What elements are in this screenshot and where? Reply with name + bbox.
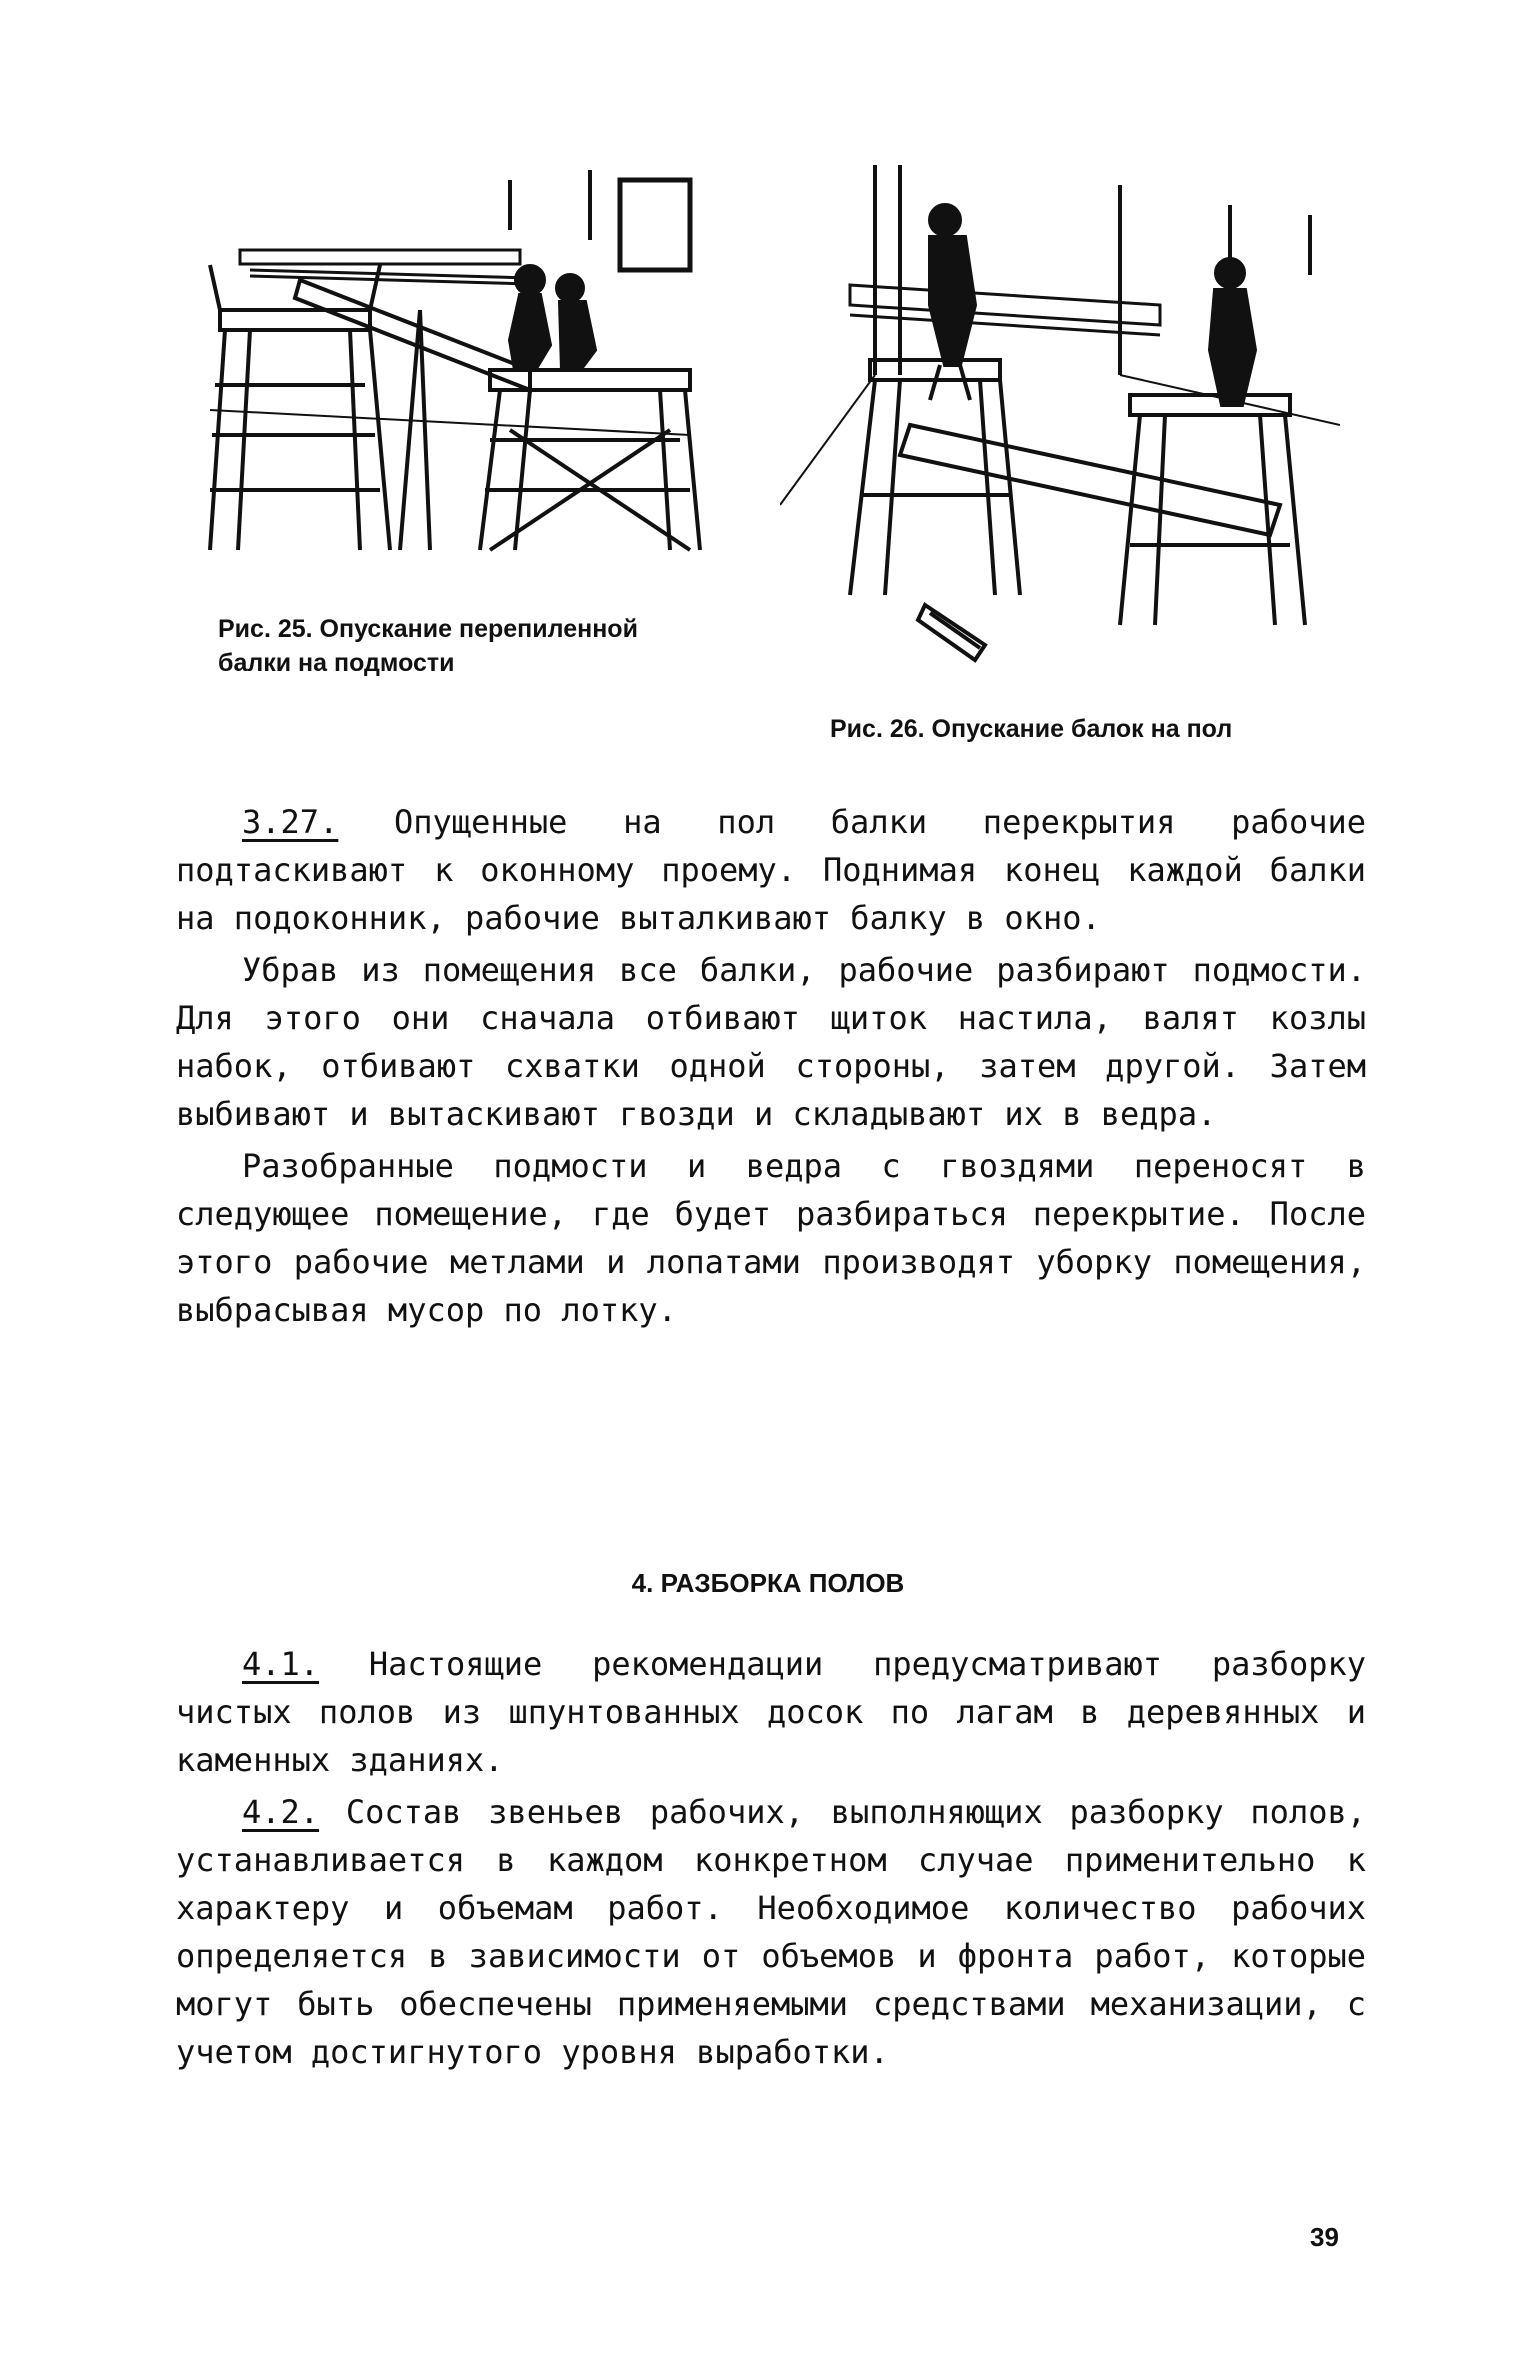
section-4-text	[176, 1640, 1366, 2076]
figure-25-caption-line-1: Рис. 25. Опускание перепиленной	[218, 615, 638, 643]
paragraph-3-27	[176, 798, 1366, 942]
clause-number: 3.27.	[242, 803, 339, 841]
page-number: 39	[1310, 2222, 1339, 2252]
section-3-text	[176, 798, 1366, 1334]
paragraph-4-2	[176, 1788, 1366, 2076]
paragraph-4-1	[176, 1640, 1366, 1784]
paragraph-cleanup	[176, 1142, 1366, 1334]
paragraph-scaffold-removal	[176, 946, 1366, 1138]
paragraph-text: Разобранные подмости и ведра с гвоздями переносят в следующее помещение, где будет разбираться перекрытие. После этого рабочие метлами и лопатами производят уборку помещения, выбрасывая мусор по лотку.	[176, 1147, 1366, 1329]
paragraph-text: Настоящие рекомендации предусматривают разборку чистых полов из шпунтованных досок по лагам в деревянных и каменных зданиях.	[176, 1645, 1366, 1779]
section-4-heading: 4. РАЗБОРКА ПОЛОВ	[631, 1568, 905, 1598]
figure-25-caption-line-2: балки на подмости	[218, 649, 455, 677]
paragraph-text: Опущенные на пол балки перекрытия рабочие подтаскивают к оконному проему. Поднимая конец каждой балки на подоконник, рабочие выталкивают балку в окно.	[176, 803, 1366, 937]
clause-number: 4.1.	[242, 1645, 320, 1683]
clause-number: 4.2.	[242, 1793, 320, 1831]
figure-25-caption	[218, 612, 638, 680]
paragraph-text: Состав звеньев рабочих, выполняющих разборку полов, устанавливается в каждом конкретном случае применительно к характеру и объемам работ. Необходимое количество рабочих определяется в зависимости от объемов и фронта работ, которые могут быть обеспечены применяемыми средствами механизации, с учетом достигнутого уровня выработки.	[176, 1793, 1366, 2071]
figure-25-illustration	[190, 170, 710, 590]
figure-26-illustration	[780, 165, 1340, 685]
figure-26-caption: Рис. 26. Опускание балок на пол	[830, 715, 1233, 743]
paragraph-text: Убрав из помещения все балки, рабочие разбирают подмости. Для этого они сначала отбивают щиток настила, валят козлы набок, отбивают схватки одной стороны, затем другой. Затем выбивают и вытаскивают гвозди и складывают их в ведра.	[176, 951, 1366, 1133]
